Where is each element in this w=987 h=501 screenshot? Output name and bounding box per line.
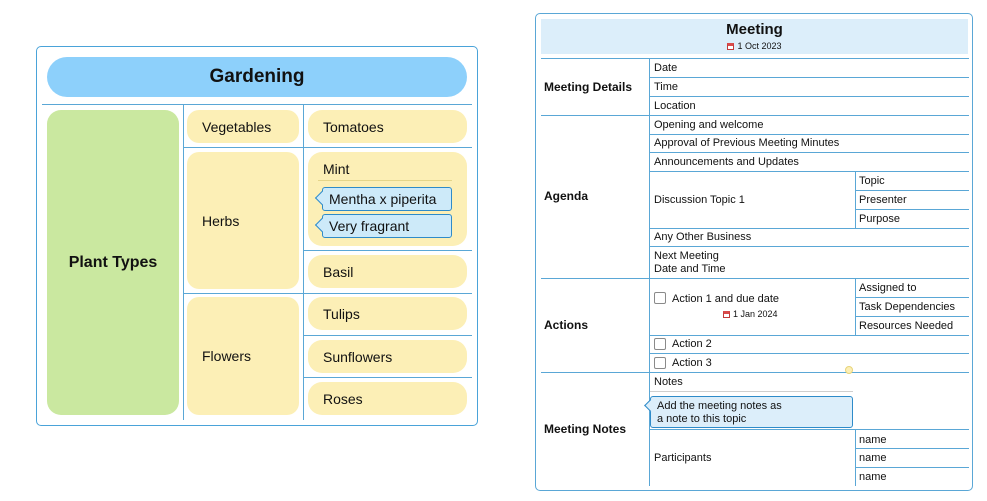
notes-label[interactable]: Notes (654, 376, 683, 388)
drag-handle[interactable] (845, 366, 853, 374)
gardening-title[interactable]: Gardening (47, 57, 467, 97)
category-vegetables[interactable]: Vegetables (187, 110, 299, 143)
item-roses[interactable]: Roses (308, 382, 467, 415)
grid-line (855, 172, 856, 229)
grid-line (855, 430, 856, 486)
grid-line (650, 152, 969, 153)
action2-checkbox[interactable] (654, 338, 666, 350)
grid-line (856, 190, 969, 191)
agenda-topic1[interactable]: Discussion Topic 1 (654, 194, 745, 206)
grid-line (650, 171, 969, 172)
note-fragrant-text: Very fragrant (329, 218, 410, 234)
item-sunflowers[interactable]: Sunflowers (308, 340, 467, 373)
meeting-title[interactable]: Meeting (726, 21, 783, 38)
grid-line (856, 448, 969, 449)
connector-line (183, 105, 184, 420)
meeting-date-text: 1 Oct 2023 (737, 41, 782, 51)
item-mint[interactable]: Mint (323, 161, 350, 177)
agenda-approval[interactable]: Approval of Previous Meeting Minutes (654, 137, 840, 149)
action2-label[interactable]: Action 2 (672, 338, 712, 350)
meeting-note[interactable] (650, 396, 853, 428)
action1-checkbox[interactable] (654, 292, 666, 304)
connector-line (304, 377, 472, 378)
action1-date (723, 309, 778, 319)
grid-line (650, 96, 969, 97)
grid-line (855, 279, 856, 336)
mint-underline (318, 180, 452, 181)
calendar-icon (727, 43, 734, 50)
grid-line (856, 316, 969, 317)
participants-label[interactable]: Participants (654, 452, 712, 464)
grid-line (650, 228, 969, 229)
detail-time[interactable]: Time (654, 81, 679, 93)
meeting-date (541, 41, 968, 51)
detail-date[interactable]: Date (654, 62, 678, 74)
section-actions[interactable]: Actions (544, 318, 589, 332)
category-flowers[interactable]: Flowers (187, 297, 299, 415)
grid-line (856, 209, 969, 210)
grid-line (856, 297, 969, 298)
grid-line (650, 335, 969, 336)
connector-line (304, 335, 472, 336)
participant-name[interactable]: name (859, 434, 887, 446)
agenda-announcements[interactable]: Announcements and Updates (654, 156, 799, 168)
grid-line (541, 372, 969, 373)
action1-dependencies[interactable]: Task Dependencies (859, 301, 956, 313)
grid-line (856, 467, 969, 468)
grid-line (650, 353, 969, 354)
agenda-opening[interactable]: Opening and welcome (654, 119, 764, 131)
note-mentha-text: Mentha x piperita (329, 191, 437, 207)
action3-checkbox[interactable] (654, 357, 666, 369)
grid-line (650, 77, 969, 78)
connector-line (184, 293, 472, 294)
grid-line (650, 429, 969, 430)
notes-underline (650, 391, 853, 392)
action1-assigned[interactable]: Assigned to (859, 282, 917, 294)
action3-label[interactable]: Action 3 (672, 357, 712, 369)
grid-line (650, 246, 969, 247)
section-agenda[interactable]: Agenda (544, 189, 589, 203)
detail-location[interactable]: Location (654, 100, 696, 112)
item-tulips[interactable]: Tulips (308, 297, 467, 330)
grid-line (541, 278, 969, 279)
topic1-topic[interactable]: Topic (859, 175, 885, 187)
note-fragrant[interactable] (322, 214, 452, 238)
section-meeting-notes[interactable]: Meeting Notes (544, 422, 627, 436)
topic1-presenter[interactable]: Presenter (859, 194, 907, 206)
connector-line (304, 250, 472, 251)
agenda-next-datetime: Date and Time (654, 263, 726, 275)
calendar-icon (723, 311, 730, 318)
action1-date-text: 1 Jan 2024 (733, 309, 778, 319)
connector-line (184, 147, 472, 148)
connector-line (303, 105, 304, 420)
grid-line (650, 134, 969, 135)
grid-line (541, 58, 969, 59)
agenda-aob[interactable]: Any Other Business (654, 231, 752, 243)
item-basil[interactable]: Basil (308, 255, 467, 288)
category-herbs[interactable]: Herbs (187, 152, 299, 289)
participant-name[interactable]: name (859, 452, 887, 464)
meeting-note-line1: Add the meeting notes as (657, 400, 782, 412)
agenda-next-meeting[interactable]: Next Meeting (654, 250, 719, 262)
item-tomatoes[interactable]: Tomatoes (308, 110, 467, 143)
connector-line (42, 104, 472, 105)
meeting-note-line2: a note to this topic (657, 413, 747, 425)
topic1-purpose[interactable]: Purpose (859, 213, 900, 225)
participant-name[interactable]: name (859, 471, 887, 483)
action1-resources[interactable]: Resources Needed (859, 320, 954, 332)
section-meeting-details[interactable]: Meeting Details (544, 80, 633, 94)
action1-label[interactable]: Action 1 and due date (672, 293, 780, 305)
plant-types-node[interactable]: Plant Types (47, 110, 179, 415)
grid-line (541, 115, 969, 116)
note-mentha[interactable] (322, 187, 452, 211)
